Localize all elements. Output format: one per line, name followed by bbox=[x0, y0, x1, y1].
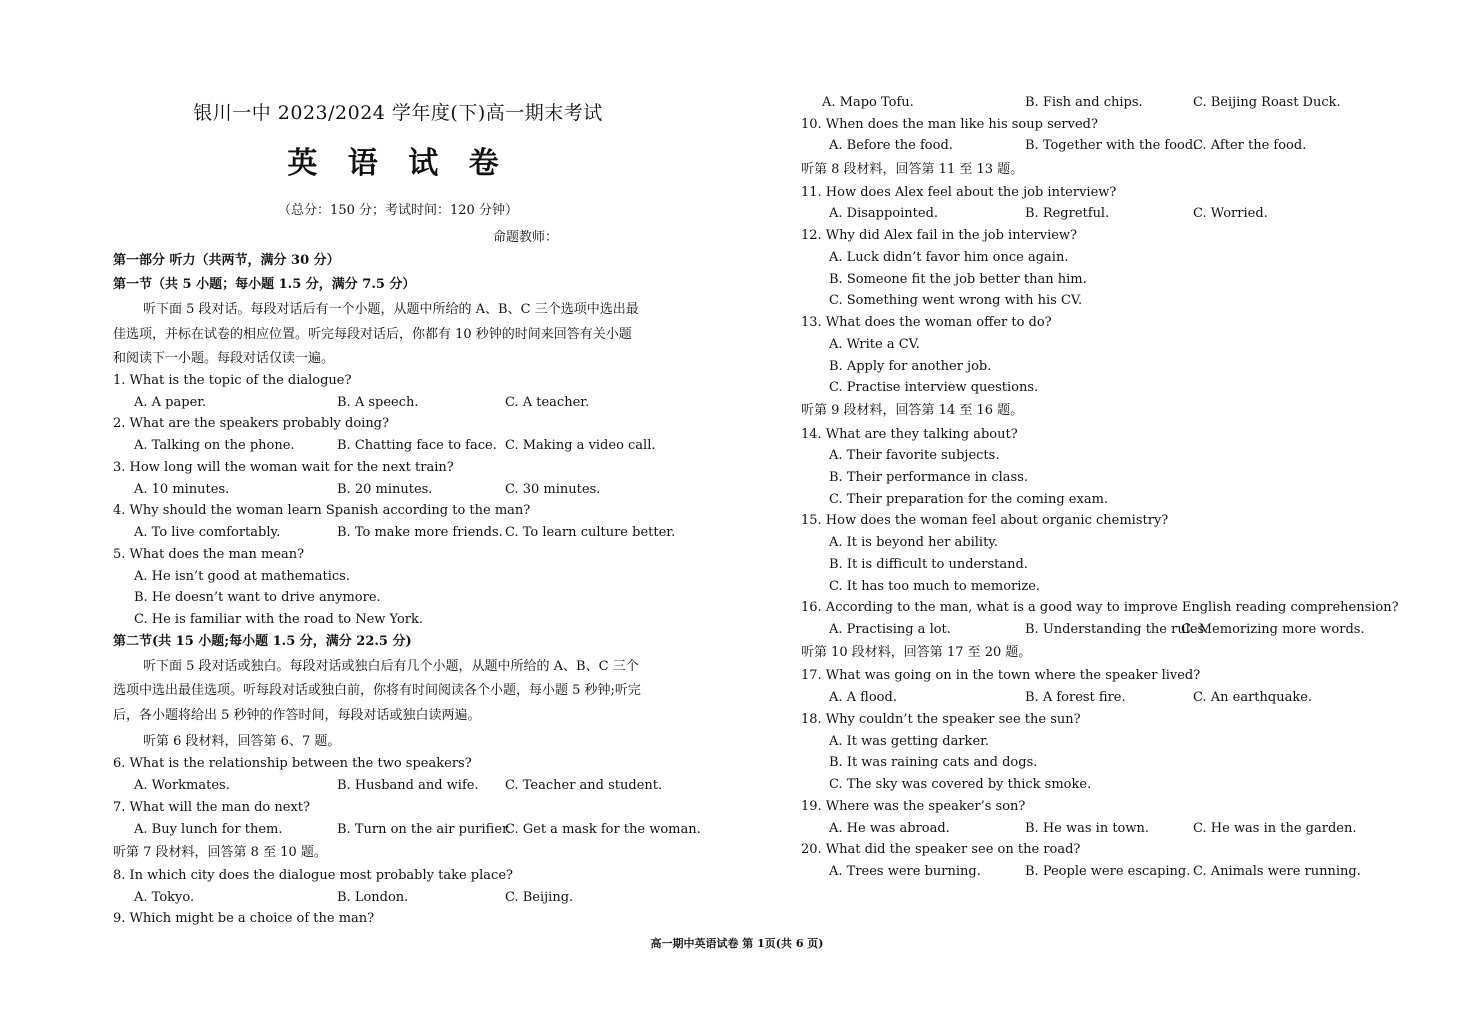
part1-heading: 第一部分 听力（共两节，满分 30 分） bbox=[113, 253, 340, 268]
question-20-option-b: B. People were escaping. bbox=[1025, 864, 1191, 879]
question-17-option-c: C. An earthquake. bbox=[1193, 690, 1313, 705]
question-8-option-b: B. London. bbox=[337, 890, 409, 905]
question-17-stem: 17. What was going on in the town where the speaker lived? bbox=[801, 668, 1201, 683]
question-4-option-b: B. To make more friends. bbox=[337, 525, 503, 540]
question-2-option-a: A. Talking on the phone. bbox=[134, 438, 295, 453]
question-3-option-a: A. 10 minutes. bbox=[134, 482, 230, 497]
question-9-option-b: B. Fish and chips. bbox=[1025, 95, 1143, 110]
question-1-option-b: B. A speech. bbox=[337, 395, 419, 410]
question-13-option-c: C. Practise interview questions. bbox=[829, 380, 1039, 395]
school-exam-title: 银川一中 2023/2024 学年度(下)高一期末考试 bbox=[193, 102, 603, 124]
question-19-option-c: C. He was in the garden. bbox=[1193, 821, 1357, 836]
question-18-option-a: A. It was getting darker. bbox=[829, 734, 990, 749]
question-3-stem: 3. How long will the woman wait for the next train? bbox=[113, 460, 454, 475]
question-16-option-b: B. Understanding the rules. bbox=[1025, 622, 1209, 637]
section1-heading: 第一节（共 5 小题；每小题 1.5 分，满分 7.5 分） bbox=[113, 277, 416, 292]
section1-instructions-line2: 佳选项，并标在试卷的相应位置。听完每段对话后，你都有 10 秒钟的时间来回答有关小题 bbox=[113, 327, 632, 342]
question-7-option-c: C. Get a mask for the woman. bbox=[505, 822, 701, 837]
question-14-option-a: A. Their favorite subjects. bbox=[829, 448, 1000, 463]
question-5-stem: 5. What does the man mean? bbox=[113, 547, 305, 562]
question-20-option-c: C. Animals were running. bbox=[1193, 864, 1361, 879]
material-7-label: 听第 7 段材料，回答第 8 至 10 题。 bbox=[113, 845, 327, 860]
question-14-option-b: B. Their performance in class. bbox=[829, 470, 1029, 485]
material-9-label: 听第 9 段材料，回答第 14 至 16 题。 bbox=[801, 403, 1024, 418]
question-2-option-c: C. Making a video call. bbox=[505, 438, 656, 453]
question-19-stem: 19. Where was the speaker’s son? bbox=[801, 799, 1026, 814]
question-1-option-a: A. A paper. bbox=[134, 395, 207, 410]
question-14-stem: 14. What are they talking about? bbox=[801, 427, 1018, 442]
section2-instructions-line2: 选项中选出最佳选项。听每段对话或独白前，你将有时间阅读各个小题，每小题 5 秒钟;听完 bbox=[113, 683, 641, 698]
material-6-label: 听第 6 段材料，回答第 6、7 题。 bbox=[143, 734, 341, 749]
question-1-option-c: C. A teacher. bbox=[505, 395, 590, 410]
question-11-option-b: B. Regretful. bbox=[1025, 206, 1110, 221]
question-15-option-a: A. It is beyond her ability. bbox=[829, 535, 999, 550]
question-13-option-b: B. Apply for another job. bbox=[829, 359, 992, 374]
question-10-option-a: A. Before the food. bbox=[829, 138, 953, 153]
question-18-stem: 18. Why couldn’t the speaker see the sun? bbox=[801, 712, 1081, 727]
question-10-stem: 10. When does the man like his soup served? bbox=[801, 117, 1098, 132]
question-8-option-c: C. Beijing. bbox=[505, 890, 574, 905]
question-3-option-c: C. 30 minutes. bbox=[505, 482, 601, 497]
section2-heading: 第二节(共 15 小题;每小题 1.5 分，满分 22.5 分) bbox=[113, 634, 412, 649]
question-12-stem: 12. Why did Alex fail in the job interview? bbox=[801, 228, 1078, 243]
material-10-label: 听第 10 段材料，回答第 17 至 20 题。 bbox=[801, 645, 1032, 660]
question-15-stem: 15. How does the woman feel about organic chemistry? bbox=[801, 513, 1169, 528]
question-10-option-c: C. After the food. bbox=[1193, 138, 1307, 153]
question-6-stem: 6. What is the relationship between the two speakers? bbox=[113, 756, 472, 771]
question-2-option-b: B. Chatting face to face. bbox=[337, 438, 497, 453]
question-20-option-a: A. Trees were burning. bbox=[829, 864, 981, 879]
question-5-option-b: B. He doesn’t want to drive anymore. bbox=[134, 590, 381, 605]
question-12-option-c: C. Something went wrong with his CV. bbox=[829, 293, 1083, 308]
question-9-option-c: C. Beijing Roast Duck. bbox=[1193, 95, 1341, 110]
question-3-option-b: B. 20 minutes. bbox=[337, 482, 433, 497]
question-4-option-c: C. To learn culture better. bbox=[505, 525, 676, 540]
question-7-option-a: A. Buy lunch for them. bbox=[134, 822, 283, 837]
question-17-option-a: A. A flood. bbox=[829, 690, 897, 705]
exam-meta: （总分：150 分；考试时间：120 分钟） bbox=[278, 203, 518, 218]
question-6-option-a: A. Workmates. bbox=[134, 778, 230, 793]
question-7-option-b: B. Turn on the air purifier. bbox=[337, 822, 511, 837]
teacher-label: 命题教师： bbox=[493, 230, 559, 245]
question-13-stem: 13. What does the woman offer to do? bbox=[801, 315, 1052, 330]
question-20-stem: 20. What did the speaker see on the road? bbox=[801, 842, 1081, 857]
question-19-option-b: B. He was in town. bbox=[1025, 821, 1150, 836]
question-5-option-c: C. He is familiar with the road to New York. bbox=[134, 612, 424, 627]
question-18-option-c: C. The sky was covered by thick smoke. bbox=[829, 777, 1092, 792]
question-19-option-a: A. He was abroad. bbox=[829, 821, 950, 836]
question-18-option-b: B. It was raining cats and dogs. bbox=[829, 755, 1038, 770]
question-6-option-b: B. Husband and wife. bbox=[337, 778, 479, 793]
question-16-option-a: A. Practising a lot. bbox=[829, 622, 951, 637]
question-16-option-c: C. Memorizing more words. bbox=[1181, 622, 1365, 637]
question-8-option-a: A. Tokyo. bbox=[134, 890, 195, 905]
question-12-option-a: A. Luck didn’t favor him once again. bbox=[829, 250, 1069, 265]
question-5-option-a: A. He isn’t good at mathematics. bbox=[134, 569, 350, 584]
section1-instructions-line1: 听下面 5 段对话。每段对话后有一个小题，从题中所给的 A、B、C 三个选项中选出最 bbox=[143, 302, 639, 317]
question-4-stem: 4. Why should the woman learn Spanish according to the man? bbox=[113, 503, 531, 518]
question-16-stem: 16. According to the man, what is a good way to improve English reading comprehension? bbox=[801, 600, 1399, 615]
section2-instructions-line3: 后，各小题将给出 5 秒钟的作答时间，每段对话或独白读两遍。 bbox=[113, 708, 481, 723]
question-9-option-a: A. Mapo Tofu. bbox=[822, 95, 914, 110]
question-13-option-a: A. Write a CV. bbox=[829, 337, 920, 352]
section2-instructions-line1: 听下面 5 段对话或独白。每段对话或独白后有几个小题，从题中所给的 A、B、C 三个 bbox=[143, 659, 639, 674]
question-7-stem: 7. What will the man do next? bbox=[113, 800, 310, 815]
question-14-option-c: C. Their preparation for the coming exam. bbox=[829, 492, 1109, 507]
question-11-stem: 11. How does Alex feel about the job interview? bbox=[801, 185, 1117, 200]
question-9-stem: 9. Which might be a choice of the man? bbox=[113, 911, 375, 926]
question-6-option-c: C. Teacher and student. bbox=[505, 778, 663, 793]
question-11-option-a: A. Disappointed. bbox=[829, 206, 939, 221]
question-4-option-a: A. To live comfortably. bbox=[134, 525, 281, 540]
question-8-stem: 8. In which city does the dialogue most probably take place? bbox=[113, 868, 513, 883]
question-1-stem: 1. What is the topic of the dialogue? bbox=[113, 373, 352, 388]
question-15-option-c: C. It has too much to memorize. bbox=[829, 579, 1041, 594]
question-12-option-b: B. Someone fit the job better than him. bbox=[829, 272, 1087, 287]
page-footer: 高一期中英语试卷 第 1页(共 6 页) bbox=[650, 937, 824, 950]
question-17-option-b: B. A forest fire. bbox=[1025, 690, 1126, 705]
question-15-option-b: B. It is difficult to understand. bbox=[829, 557, 1028, 572]
question-11-option-c: C. Worried. bbox=[1193, 206, 1268, 221]
question-10-option-b: B. Together with the food. bbox=[1025, 138, 1198, 153]
page-title: 英 语 试 卷 bbox=[287, 146, 509, 181]
question-2-stem: 2. What are the speakers probably doing? bbox=[113, 416, 389, 431]
material-8-label: 听第 8 段材料，回答第 11 至 13 题。 bbox=[801, 162, 1024, 177]
section1-instructions-line3: 和阅读下一小题。每段对话仅读一遍。 bbox=[113, 351, 335, 366]
